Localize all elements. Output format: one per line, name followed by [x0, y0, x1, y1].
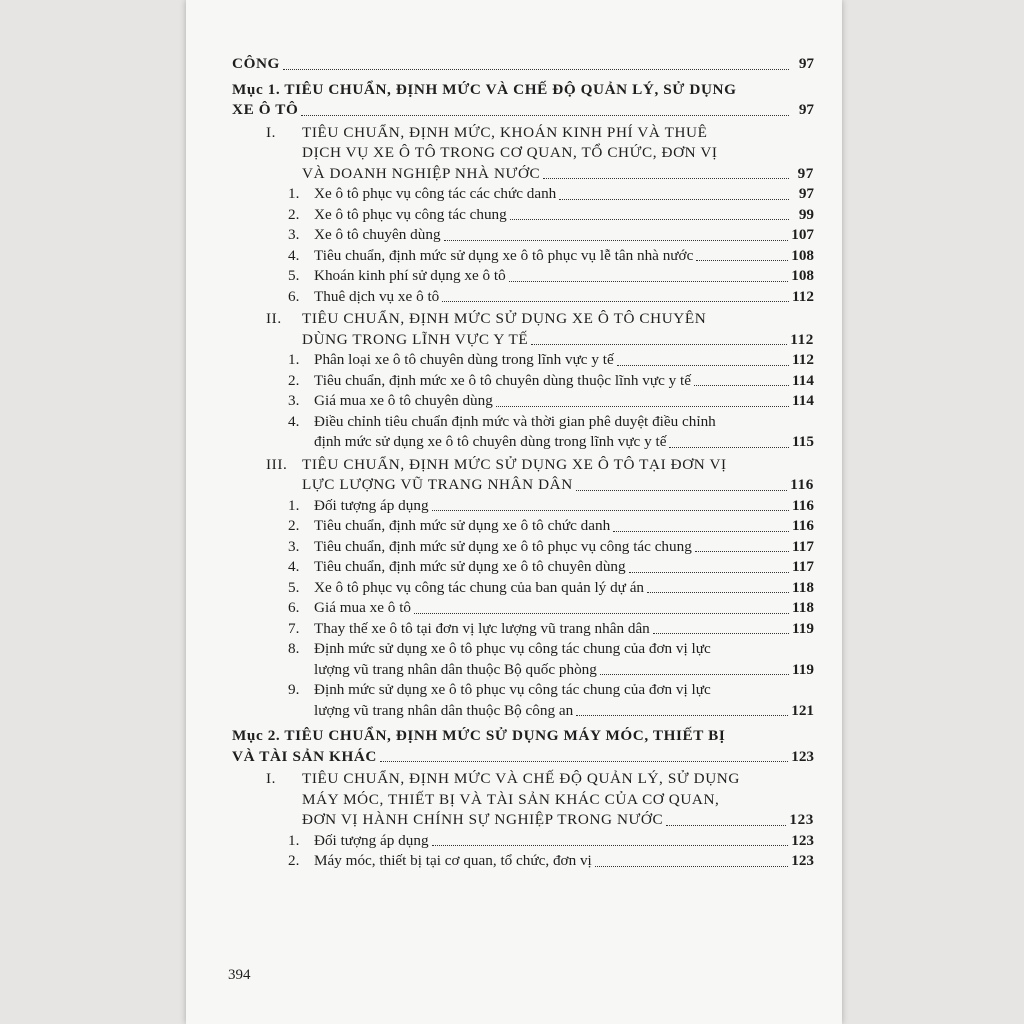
toc-item-title: Xe ô tô phục vụ công tác chung của ban quản lý dự án: [314, 578, 645, 596]
toc-page-number: 108: [791, 267, 814, 284]
toc-page-number: 97: [798, 101, 814, 118]
toc-subsection[interactable]: [232, 455, 814, 496]
toc-item-title: Khoán kinh phí sử dụng xe ô tô: [314, 267, 506, 284]
toc-item-title-line: lượng vũ trang nhân dân thuộc Bộ công an: [314, 701, 574, 719]
toc-item-number: 2.: [288, 517, 300, 534]
toc-item-number: 4.: [288, 246, 300, 264]
toc-item[interactable]: [232, 639, 814, 680]
toc-page-number: 123: [791, 747, 814, 765]
toc-item-number: 9.: [288, 681, 300, 698]
toc-item-number: 5.: [288, 267, 300, 284]
toc-item-title: Xe ô tô phục vụ công tác chung: [314, 205, 507, 223]
toc-item-title: Đối tượng áp dụng: [314, 496, 429, 514]
toc-item-title: Xe ô tô phục vụ công tác các chức danh: [314, 185, 557, 202]
toc-item-title: Tiêu chuẩn, định mức sử dụng xe ô tô chuyên dùng: [314, 558, 626, 575]
toc-page-number: 99: [798, 205, 814, 223]
leader-dots: [509, 281, 788, 282]
toc-item-number: 8.: [288, 640, 300, 657]
toc-item[interactable]: [232, 578, 814, 599]
toc-item-number: 1.: [288, 831, 300, 849]
leader-dots: [283, 69, 789, 70]
leader-dots: [301, 115, 789, 116]
toc-page-number: 114: [792, 371, 814, 389]
toc-item[interactable]: [232, 516, 814, 537]
toc-item[interactable]: [232, 619, 814, 640]
toc-roman-numeral: III.: [266, 455, 288, 473]
toc-subsection[interactable]: [232, 309, 814, 350]
toc-page-number: 123: [791, 831, 814, 849]
toc-item-title-line: Điều chỉnh tiêu chuẩn định mức và thời gian phê duyệt điều chỉnh: [314, 412, 716, 430]
toc-item[interactable]: [232, 598, 814, 619]
toc-item-number: 2.: [288, 371, 300, 389]
toc-item[interactable]: [232, 557, 814, 578]
toc-roman-numeral: I.: [266, 770, 277, 787]
toc-roman-numeral: I.: [266, 123, 277, 141]
toc-item-number: 4.: [288, 412, 300, 430]
toc-page-number: 108: [791, 246, 814, 264]
toc-page-number: 123: [791, 852, 814, 869]
leader-dots: [444, 240, 789, 241]
toc-item-number: 1.: [288, 351, 300, 368]
toc-page-number: 118: [792, 599, 814, 616]
toc-item-number: 5.: [288, 578, 300, 596]
toc-subsection-title-line: LỰC LƯỢNG VŨ TRANG NHÂN DÂN: [302, 476, 573, 493]
leader-dots: [617, 365, 789, 366]
leader-dots: [510, 219, 789, 220]
leader-dots: [653, 633, 789, 634]
toc-item-title: Tiêu chuẩn, định mức sử dụng xe ô tô chức danh: [314, 517, 611, 534]
toc-item-title: Xe ô tô chuyên dùng: [314, 226, 441, 243]
toc-item[interactable]: [232, 184, 814, 205]
toc-page-number: 115: [792, 433, 814, 450]
leader-dots: [442, 301, 789, 302]
toc-item-title-line: lượng vũ trang nhân dân thuộc Bộ quốc phòng: [314, 660, 597, 678]
toc-item-number: 6.: [288, 287, 300, 305]
toc-item-title: Tiêu chuẩn, định mức xe ô tô chuyên dùng thuộc lĩnh vực y tế: [314, 371, 691, 389]
toc-item-number: 1.: [288, 496, 300, 514]
leader-dots: [496, 406, 789, 407]
leader-dots: [414, 613, 789, 614]
toc-item-title-line: Định mức sử dụng xe ô tô phục vụ công tác chung của đơn vị lực: [314, 681, 711, 698]
toc-page-number: 119: [792, 660, 814, 678]
toc-subsection-title-line: TIÊU CHUẨN, ĐỊNH MỨC, KHOÁN KINH PHÍ VÀ THUÊ: [302, 123, 708, 141]
toc-item[interactable]: [232, 287, 814, 308]
leader-dots: [696, 260, 788, 261]
toc-roman-numeral: II.: [266, 310, 282, 327]
leader-dots: [613, 531, 789, 532]
toc-item-title: Giá mua xe ô tô: [314, 599, 412, 616]
toc-page-number: 123: [789, 811, 814, 828]
toc-page-number: 117: [792, 558, 814, 575]
toc-subsection[interactable]: [232, 769, 814, 831]
leader-dots: [629, 572, 789, 573]
toc-page-number: 97: [798, 185, 814, 202]
toc-item-number: 6.: [288, 599, 300, 616]
toc-item[interactable]: [232, 831, 814, 852]
leader-dots: [543, 178, 789, 179]
toc-item-number: 4.: [288, 558, 300, 575]
toc-item-title: Thuê dịch vụ xe ô tô: [314, 287, 440, 305]
leader-dots: [576, 490, 787, 491]
toc-page-number: 97: [798, 55, 814, 72]
toc-subsection-title-line: ĐƠN VỊ HÀNH CHÍNH SỰ NGHIỆP TRONG NƯỚC: [302, 811, 664, 828]
toc-item-number: 3.: [288, 392, 300, 409]
toc-item-title: Máy móc, thiết bị tại cơ quan, tổ chức, đơn vị: [314, 852, 592, 869]
toc-page-number: 116: [792, 496, 814, 514]
toc-section-title-line: VÀ TÀI SẢN KHÁC: [232, 747, 378, 765]
toc-entry-continued[interactable]: [232, 54, 814, 75]
toc-item-number: 2.: [288, 852, 300, 869]
toc-item[interactable]: [232, 350, 814, 371]
toc-chapter-section[interactable]: [232, 80, 814, 121]
toc-page-number: 118: [792, 578, 814, 596]
toc-subsection-title-line: TIÊU CHUẨN, ĐỊNH MỨC SỬ DỤNG XE Ô TÔ CHUYÊN: [302, 310, 707, 327]
toc-item-number: 1.: [288, 185, 300, 202]
toc-item[interactable]: [232, 537, 814, 558]
toc-page-number: 112: [792, 351, 814, 368]
leader-dots: [600, 674, 789, 675]
toc-subsection[interactable]: [232, 123, 814, 185]
toc-item[interactable]: [232, 225, 814, 246]
toc-item[interactable]: [232, 851, 814, 872]
leader-dots: [380, 761, 788, 762]
toc-item-title: Thay thế xe ô tô tại đơn vị lực lượng vũ trang nhân dân: [314, 619, 650, 637]
toc-subsection-title-line: DÙNG TRONG LĨNH VỰC Y TẾ: [302, 330, 529, 348]
toc-section-title-line: Mục 2. TIÊU CHUẨN, ĐỊNH MỨC SỬ DỤNG MÁY MÓC, THIẾT BỊ: [232, 727, 726, 744]
toc-section-title-line: XE Ô TÔ: [232, 101, 299, 118]
toc-item-title: Đối tượng áp dụng: [314, 831, 429, 849]
toc-item-number: 3.: [288, 226, 300, 243]
leader-dots: [695, 551, 789, 552]
toc-subsection-title-line: TIÊU CHUẨN, ĐỊNH MỨC VÀ CHẾ ĐỘ QUẢN LÝ, SỬ DỤNG: [302, 770, 740, 787]
toc-item[interactable]: [232, 391, 814, 412]
toc-item-title-line: Định mức sử dụng xe ô tô phục vụ công tác chung của đơn vị lực: [314, 640, 711, 657]
toc-item[interactable]: [232, 246, 814, 267]
leader-dots: [595, 866, 788, 867]
toc-item[interactable]: [232, 371, 814, 392]
toc-item[interactable]: [232, 412, 814, 453]
page-number: 394: [228, 967, 251, 983]
toc-page-number: 121: [791, 701, 814, 719]
toc-page-number: 97: [797, 164, 814, 182]
toc-section-title-line: Mục 1. TIÊU CHUẨN, ĐỊNH MỨC VÀ CHẾ ĐỘ QUẢN LÝ, SỬ DỤNG: [232, 80, 737, 98]
toc-item-number: 3.: [288, 537, 300, 555]
toc-subsection-title-line: MÁY MÓC, THIẾT BỊ VÀ TÀI SẢN KHÁC CỦA CƠ QUAN,: [302, 790, 720, 808]
leader-dots: [694, 385, 789, 386]
toc-item[interactable]: [232, 496, 814, 517]
toc-item-title-line: định mức sử dụng xe ô tô chuyên dùng trong lĩnh vực y tế: [314, 433, 667, 450]
toc-item-title: Tiêu chuẩn, định mức sử dụng xe ô tô phục vụ lễ tân nhà nước: [314, 246, 694, 264]
toc-item[interactable]: [232, 205, 814, 226]
toc-page-number: 116: [790, 476, 814, 493]
toc-item-title: Tiêu chuẩn, định mức sử dụng xe ô tô phục vụ công tác chung: [314, 537, 692, 555]
toc-page-number: 119: [792, 619, 814, 637]
toc-subsection-title-line: DỊCH VỤ XE Ô TÔ TRONG CƠ QUAN, TỔ CHỨC, ĐƠN VỊ: [302, 144, 718, 161]
leader-dots: [666, 825, 786, 826]
leader-dots: [531, 344, 787, 345]
toc-page-number: 107: [791, 226, 814, 243]
toc-subsection-title-line: VÀ DOANH NGHIỆP NHÀ NƯỚC: [302, 164, 541, 182]
leader-dots: [669, 447, 789, 448]
toc-page-number: 114: [792, 392, 814, 409]
leader-dots: [647, 592, 789, 593]
toc-item-title: Phân loại xe ô tô chuyên dùng trong lĩnh vực y tế: [314, 351, 614, 368]
toc-entry-title: CÔNG: [232, 55, 280, 72]
toc-page-number: 117: [792, 537, 814, 555]
toc-item[interactable]: [232, 266, 814, 287]
toc-page-number: 112: [790, 330, 814, 348]
toc-item-number: 7.: [288, 619, 300, 637]
leader-dots: [432, 510, 789, 511]
toc-item-title: Giá mua xe ô tô chuyên dùng: [314, 392, 493, 409]
leader-dots: [576, 715, 788, 716]
leader-dots: [432, 845, 789, 846]
toc-item[interactable]: [232, 680, 814, 721]
toc-page-number: 112: [792, 287, 814, 305]
toc-subsection-title-line: TIÊU CHUẨN, ĐỊNH MỨC SỬ DỤNG XE Ô TÔ TẠI ĐƠN VỊ: [302, 455, 727, 473]
toc-chapter-section[interactable]: [232, 726, 814, 767]
toc-page-number: 116: [792, 517, 814, 534]
book-page: [186, 0, 842, 1024]
leader-dots: [559, 199, 789, 200]
toc-item-number: 2.: [288, 205, 300, 223]
table-of-contents: [232, 54, 814, 872]
